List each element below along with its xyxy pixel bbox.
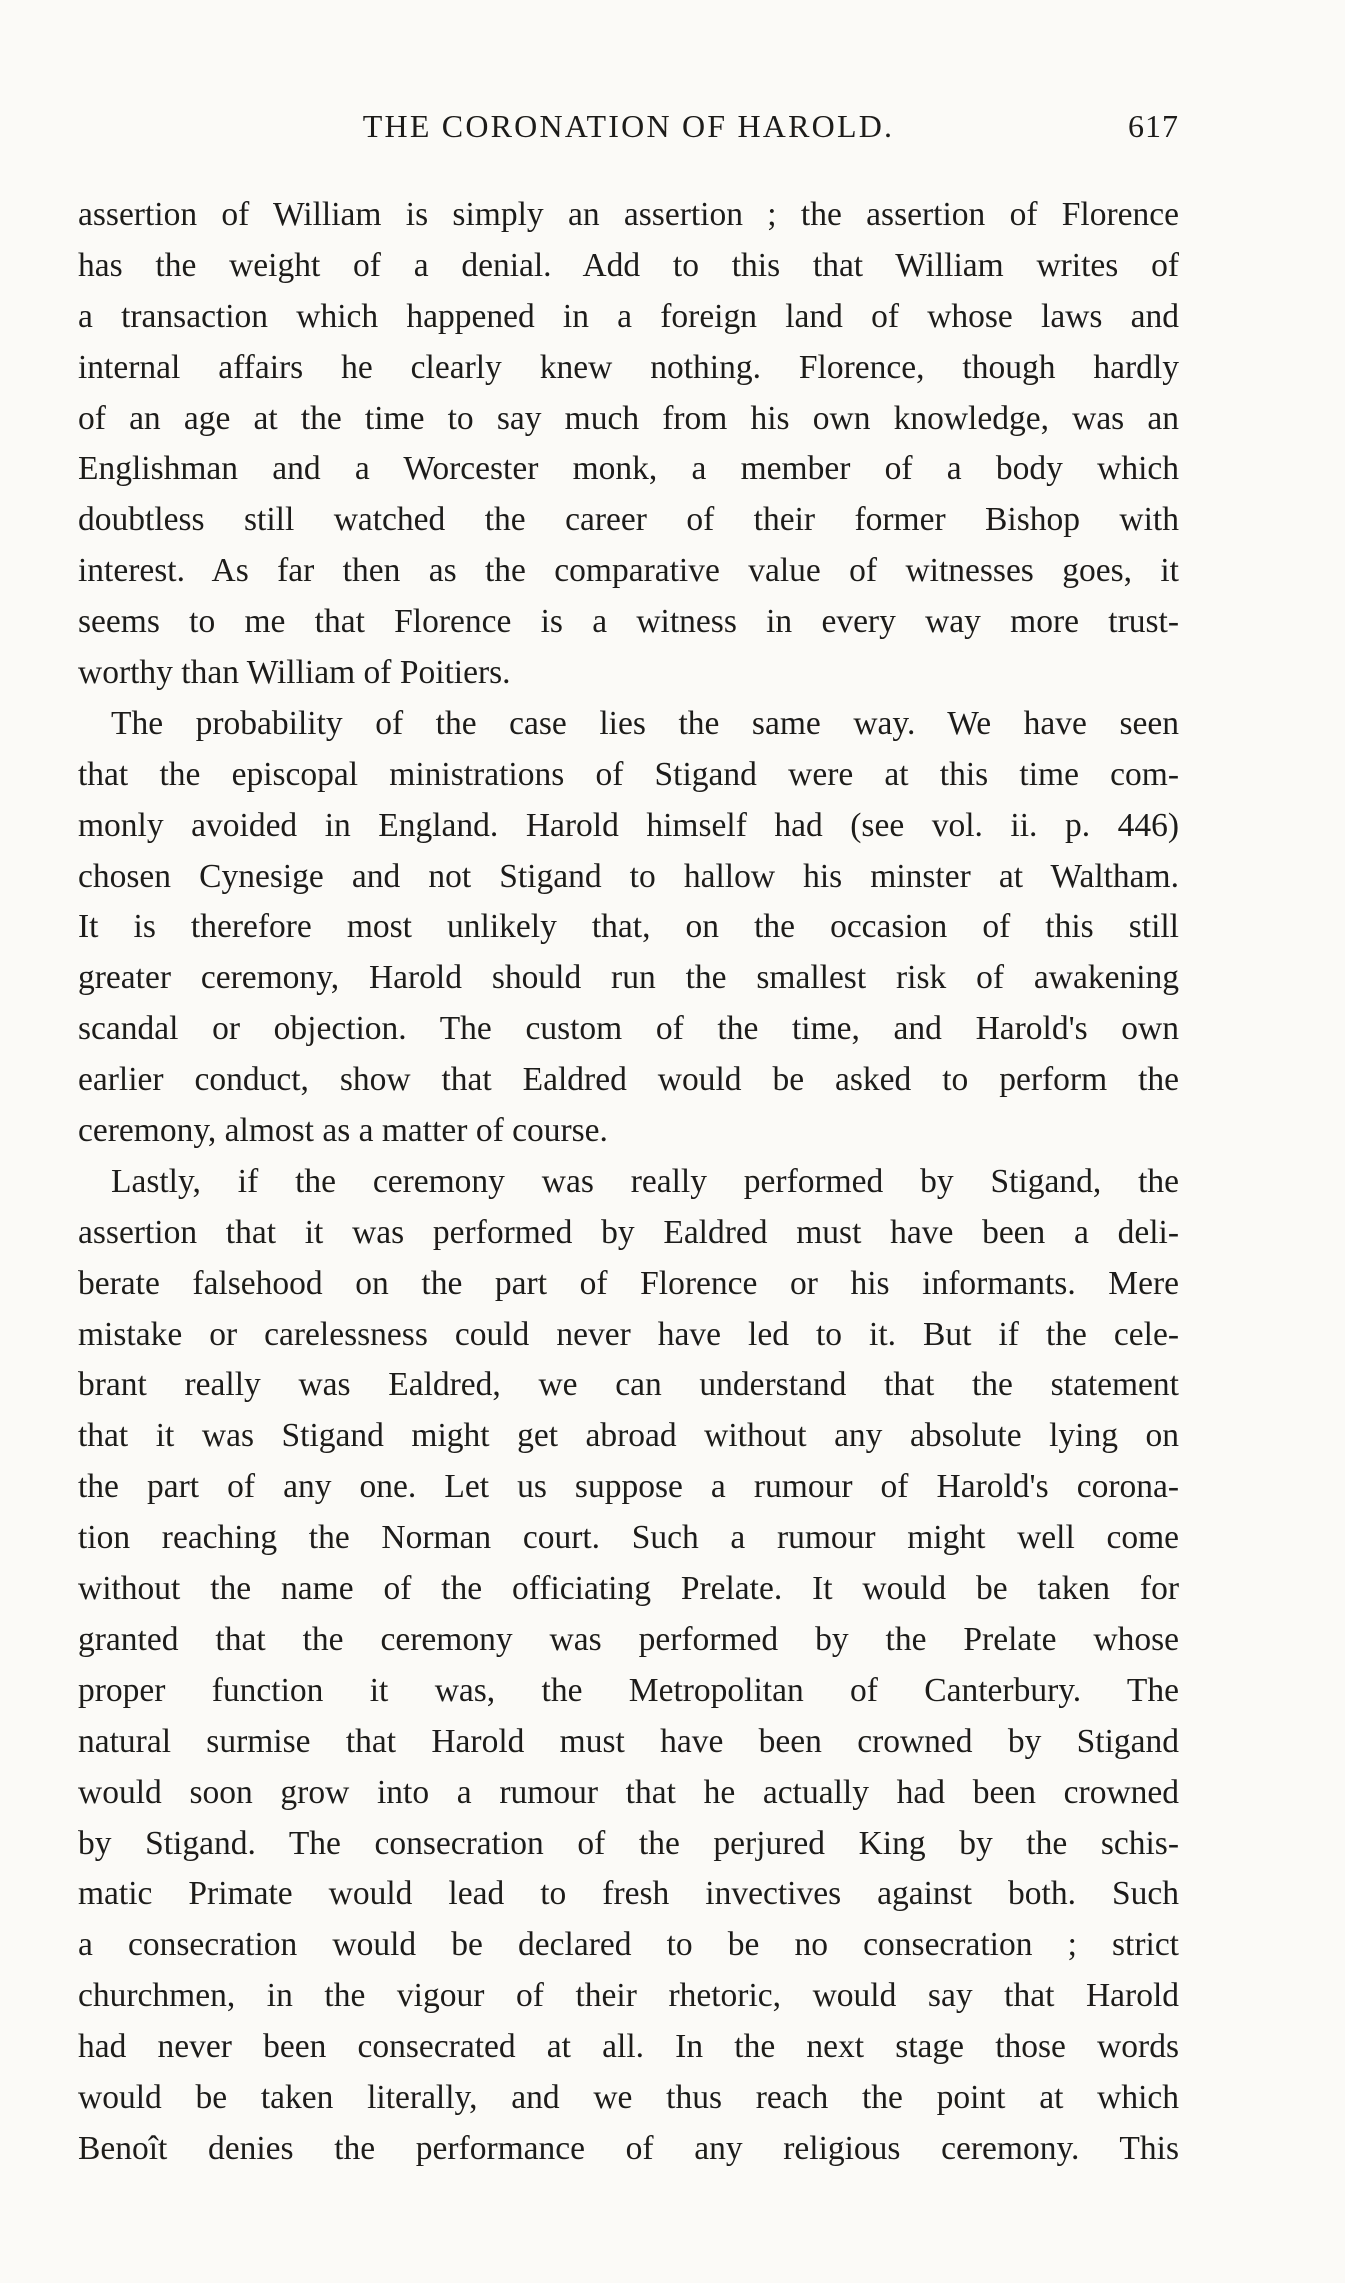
text-line: matic Primate would lead to fresh invectives against both. Such [78,1875,1179,1913]
running-title: THE CORONATION OF HAROLD. [362,108,895,144]
text-line: the part of any one. Let us suppose a rumour of Harold's corona- [78,1468,1179,1506]
text-line: has the weight of a denial. Add to this that William writes of [78,246,1179,284]
text-line: that it was Stigand might get abroad without any absolute lying on [78,1417,1179,1455]
page-number: 617 [1128,108,1179,144]
text-line: Benoît denies the performance of any religious ceremony. This [78,2129,1179,2167]
text-line: scandal or objection. The custom of the time, and Harold's own [78,1010,1179,1048]
text-line: Lastly, if the ceremony was really performed by Stigand, the [111,1162,1179,1200]
text-line: tion reaching the Norman court. Such a rumour might well come [78,1519,1179,1557]
text-line: granted that the ceremony was performed by the Prelate whose [78,1620,1179,1658]
body-text [78,190,1179,2175]
text-line: greater ceremony, Harold should run the smallest risk of awakening [78,959,1179,997]
text-line: internal affairs he clearly knew nothing. Florence, though hardly [78,348,1179,386]
text-line: of an age at the time to say much from his own knowledge, was an [78,399,1179,437]
text-line: doubtless still watched the career of their former Bishop with [78,501,1179,539]
text-line: mistake or carelessness could never have led to it. But if the cele- [78,1315,1179,1353]
text-line: seems to me that Florence is a witness in every way more trust- [78,603,1179,641]
text-line: It is therefore most unlikely that, on the occasion of this still [78,908,1179,946]
text-line: berate falsehood on the part of Florence or his informants. Mere [78,1264,1179,1302]
text-line: a consecration would be declared to be no consecration ; strict [78,1926,1179,1964]
text-line: brant really was Ealdred, we can understand that the statement [78,1366,1179,1404]
text-line: chosen Cynesige and not Stigand to hallow his minster at Waltham. [78,857,1179,895]
text-line: ceremony, almost as a matter of course. [78,1112,608,1150]
text-line: assertion of William is simply an assertion ; the assertion of Florence [78,196,1179,233]
text-line: Englishman and a Worcester monk, a member of a body which [78,450,1179,488]
text-line: a transaction which happened in a foreign land of whose laws and [78,297,1179,335]
text-line: natural surmise that Harold must have been crowned by Stigand [78,1722,1179,1760]
text-line: without the name of the officiating Prelate. It would be taken for [78,1570,1179,1608]
text-line: assertion that it was performed by Ealdred must have been a deli- [78,1213,1179,1251]
text-line: worthy than William of Poitiers. [78,654,511,692]
text-line: would soon grow into a rumour that he actually had been crowned [78,1773,1179,1811]
text-line: churchmen, in the vigour of their rhetoric, would say that Harold [78,1977,1179,2015]
text-line: earlier conduct, show that Ealdred would be asked to perform the [78,1061,1179,1099]
text-line: monly avoided in England. Harold himself had (see vol. ii. p. 446) [78,806,1179,844]
text-line: that the episcopal ministrations of Stigand were at this time com- [78,755,1179,793]
text-line: The probability of the case lies the same way. We have seen [111,704,1179,742]
page-header [78,104,1179,148]
text-line: interest. As far then as the comparative value of witnesses goes, it [78,552,1179,590]
text-line: proper function it was, the Metropolitan of Canterbury. The [78,1671,1179,1709]
text-line: had never been consecrated at all. In the next stage those words [78,2028,1179,2066]
text-line: by Stigand. The consecration of the perjured King by the schis- [78,1824,1179,1862]
text-line: would be taken literally, and we thus reach the point at which [78,2078,1179,2116]
